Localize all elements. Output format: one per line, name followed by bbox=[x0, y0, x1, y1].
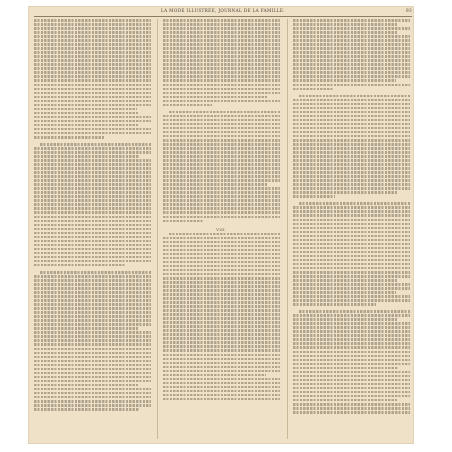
text-line bbox=[34, 287, 151, 290]
text-line bbox=[34, 331, 151, 334]
text-line bbox=[163, 55, 280, 58]
text-line bbox=[163, 237, 280, 240]
text-line bbox=[163, 187, 280, 190]
text-line bbox=[34, 323, 151, 326]
text-line bbox=[163, 123, 280, 126]
text-line bbox=[293, 59, 410, 62]
text-line bbox=[163, 374, 266, 377]
text-line bbox=[163, 67, 280, 70]
text-line bbox=[293, 123, 410, 126]
text-line bbox=[293, 79, 396, 82]
text-line bbox=[293, 214, 410, 217]
text-line bbox=[34, 372, 151, 375]
text-line bbox=[163, 35, 280, 38]
text-line bbox=[34, 207, 151, 210]
text-line bbox=[293, 371, 410, 374]
text-line bbox=[163, 313, 280, 316]
text-line bbox=[293, 219, 410, 222]
text-line bbox=[293, 67, 410, 70]
text-line bbox=[293, 351, 410, 354]
text-line bbox=[34, 299, 151, 302]
text-line bbox=[163, 321, 280, 324]
text-line bbox=[299, 310, 410, 313]
text-line bbox=[293, 210, 410, 213]
text-line bbox=[293, 43, 410, 46]
text-line bbox=[34, 244, 151, 247]
text-line bbox=[34, 364, 151, 367]
text-line bbox=[163, 115, 280, 118]
text-line bbox=[163, 293, 280, 296]
text-line bbox=[34, 132, 151, 135]
text-line bbox=[293, 223, 410, 226]
text-line bbox=[34, 55, 151, 58]
text-line bbox=[163, 47, 280, 50]
text-line bbox=[163, 241, 280, 244]
text-line bbox=[40, 143, 151, 146]
text-line bbox=[293, 111, 410, 114]
text-line bbox=[34, 92, 151, 95]
column-divider bbox=[287, 19, 288, 439]
text-line bbox=[163, 333, 280, 336]
text-line bbox=[163, 394, 280, 397]
text-line bbox=[163, 195, 280, 198]
text-line bbox=[163, 135, 280, 138]
text-line bbox=[34, 63, 151, 66]
text-line bbox=[293, 167, 410, 170]
text-line bbox=[293, 23, 397, 26]
text-line bbox=[34, 343, 151, 346]
text-line bbox=[163, 88, 280, 91]
text-line bbox=[293, 326, 410, 329]
text-line bbox=[163, 265, 280, 268]
text-line bbox=[163, 309, 280, 312]
text-line bbox=[34, 151, 151, 154]
text-line bbox=[34, 279, 151, 282]
text-line bbox=[293, 355, 410, 358]
text-line bbox=[163, 96, 267, 99]
text-line bbox=[293, 175, 410, 178]
text-column-1 bbox=[34, 19, 151, 439]
text-line bbox=[34, 240, 151, 243]
text-line bbox=[34, 191, 151, 194]
text-line bbox=[293, 187, 410, 190]
text-line bbox=[34, 171, 151, 174]
text-line bbox=[34, 211, 151, 214]
text-line bbox=[293, 115, 410, 118]
text-line bbox=[293, 291, 396, 294]
text-line bbox=[163, 147, 280, 150]
text-line bbox=[163, 163, 280, 166]
text-line bbox=[293, 55, 410, 58]
text-line bbox=[34, 199, 151, 202]
text-line bbox=[163, 127, 280, 130]
text-line bbox=[34, 275, 151, 278]
text-line bbox=[293, 263, 410, 266]
text-line bbox=[34, 283, 151, 286]
text-line bbox=[293, 206, 410, 209]
text-line bbox=[293, 239, 410, 242]
text-line bbox=[34, 75, 151, 78]
text-line bbox=[293, 163, 410, 166]
text-line bbox=[293, 346, 410, 349]
text-line bbox=[34, 120, 151, 123]
text-line bbox=[163, 281, 280, 284]
text-line bbox=[163, 119, 280, 122]
text-line bbox=[293, 255, 410, 258]
text-line bbox=[163, 199, 280, 202]
text-line bbox=[293, 247, 410, 250]
text-line bbox=[163, 151, 280, 154]
text-line bbox=[34, 356, 151, 359]
text-line bbox=[34, 360, 151, 363]
text-line bbox=[163, 329, 280, 332]
text-line bbox=[34, 307, 151, 310]
text-line bbox=[293, 330, 410, 333]
column-divider bbox=[157, 19, 158, 439]
text-line bbox=[34, 84, 151, 87]
text-line bbox=[163, 131, 280, 134]
text-line bbox=[34, 163, 151, 166]
text-line bbox=[163, 143, 280, 146]
text-column-2 bbox=[163, 19, 280, 439]
text-line bbox=[293, 314, 410, 317]
text-line bbox=[163, 358, 280, 361]
text-line bbox=[34, 252, 151, 255]
text-line bbox=[293, 334, 410, 337]
text-line bbox=[293, 243, 410, 246]
text-line bbox=[163, 183, 267, 186]
text-line bbox=[163, 27, 280, 30]
text-line bbox=[34, 368, 151, 371]
text-line bbox=[34, 339, 151, 342]
text-line bbox=[293, 155, 410, 158]
text-line bbox=[163, 386, 280, 389]
section-title: VIII. bbox=[216, 227, 227, 232]
text-line bbox=[293, 295, 410, 298]
text-line bbox=[163, 349, 280, 352]
text-line bbox=[34, 108, 137, 111]
text-line bbox=[163, 19, 280, 22]
text-line bbox=[293, 159, 410, 162]
text-line bbox=[163, 155, 280, 158]
text-line bbox=[293, 171, 410, 174]
text-line bbox=[293, 107, 410, 110]
text-line bbox=[293, 103, 410, 106]
text-line bbox=[293, 383, 410, 386]
text-line bbox=[163, 269, 280, 272]
text-line bbox=[34, 19, 151, 22]
text-line bbox=[163, 249, 280, 252]
text-line bbox=[34, 315, 151, 318]
text-line bbox=[34, 124, 138, 127]
text-line bbox=[34, 228, 151, 231]
text-line bbox=[163, 211, 280, 214]
text-line bbox=[34, 183, 151, 186]
text-line bbox=[163, 63, 280, 66]
text-line bbox=[293, 127, 410, 130]
text-line bbox=[163, 59, 280, 62]
text-line bbox=[293, 119, 410, 122]
text-line bbox=[293, 235, 410, 238]
text-line bbox=[163, 139, 280, 142]
text-line bbox=[34, 179, 151, 182]
text-line bbox=[163, 31, 280, 34]
text-line bbox=[293, 287, 410, 290]
text-line bbox=[34, 404, 151, 407]
text-line bbox=[34, 187, 151, 190]
text-line bbox=[293, 47, 410, 50]
text-line bbox=[293, 27, 410, 30]
text-line bbox=[163, 75, 280, 78]
text-line bbox=[293, 19, 410, 22]
text-line bbox=[293, 183, 410, 186]
text-line bbox=[299, 95, 410, 98]
text-line bbox=[34, 203, 151, 206]
text-line bbox=[293, 99, 410, 102]
text-line bbox=[34, 295, 151, 298]
text-line bbox=[34, 67, 151, 70]
text-line bbox=[163, 84, 280, 87]
text-line bbox=[34, 348, 151, 351]
text-line bbox=[293, 179, 410, 182]
text-line bbox=[163, 366, 280, 369]
text-line bbox=[163, 39, 280, 42]
text-line bbox=[293, 88, 334, 91]
text-line bbox=[163, 297, 280, 300]
text-line bbox=[34, 248, 151, 251]
text-line bbox=[34, 327, 138, 330]
text-line bbox=[293, 75, 410, 78]
text-line bbox=[34, 59, 151, 62]
text-line bbox=[163, 362, 280, 365]
text-line bbox=[293, 191, 397, 194]
text-line bbox=[34, 39, 151, 42]
text-line bbox=[293, 251, 410, 254]
text-line bbox=[34, 319, 151, 322]
text-line bbox=[34, 155, 139, 158]
text-line bbox=[293, 363, 410, 366]
text-line bbox=[163, 245, 280, 248]
text-line bbox=[163, 257, 280, 260]
text-line bbox=[34, 96, 151, 99]
text-line bbox=[163, 253, 280, 256]
text-line bbox=[163, 79, 280, 82]
text-line bbox=[293, 275, 410, 278]
text-line bbox=[293, 227, 410, 230]
journal-title: LA MODE ILLUSTRÉE, JOURNAL DE LA FAMILLE. bbox=[161, 8, 285, 13]
text-line bbox=[293, 303, 376, 306]
text-line bbox=[34, 376, 151, 379]
text-line bbox=[163, 305, 280, 308]
text-line bbox=[163, 378, 280, 381]
text-line bbox=[163, 92, 280, 95]
text-line bbox=[293, 271, 410, 274]
text-line bbox=[293, 299, 410, 302]
text-line bbox=[293, 387, 410, 390]
text-line bbox=[293, 135, 410, 138]
text-line bbox=[293, 367, 398, 370]
text-line bbox=[293, 359, 410, 362]
text-line bbox=[293, 395, 410, 398]
text-line bbox=[34, 352, 151, 355]
text-line bbox=[293, 195, 335, 198]
text-line bbox=[293, 143, 410, 146]
text-line bbox=[163, 179, 280, 182]
text-line bbox=[293, 279, 397, 282]
text-line bbox=[34, 27, 151, 30]
text-line bbox=[163, 301, 280, 304]
text-column-3 bbox=[293, 19, 410, 439]
text-line bbox=[293, 71, 410, 74]
text-line bbox=[163, 289, 280, 292]
text-line bbox=[163, 370, 280, 373]
text-line bbox=[34, 116, 151, 119]
text-line bbox=[163, 341, 280, 344]
text-line bbox=[34, 175, 151, 178]
text-line bbox=[34, 159, 151, 162]
text-line bbox=[34, 264, 125, 267]
text-line bbox=[293, 318, 397, 321]
text-line bbox=[34, 43, 151, 46]
text-line bbox=[293, 322, 410, 325]
text-line bbox=[293, 63, 410, 66]
text-line bbox=[163, 273, 280, 276]
text-line bbox=[34, 128, 151, 131]
text-line bbox=[163, 285, 280, 288]
text-line bbox=[293, 39, 410, 42]
text-line bbox=[299, 202, 410, 205]
text-line bbox=[293, 84, 410, 87]
text-line bbox=[163, 220, 204, 223]
text-line bbox=[163, 325, 280, 328]
text-line bbox=[163, 337, 280, 340]
text-line bbox=[293, 338, 410, 341]
text-line bbox=[34, 388, 151, 391]
text-line bbox=[163, 104, 212, 107]
text-line bbox=[34, 104, 151, 107]
text-line bbox=[34, 400, 151, 403]
text-line bbox=[34, 51, 151, 54]
text-line bbox=[163, 203, 280, 206]
text-line bbox=[34, 311, 151, 314]
text-line bbox=[293, 131, 410, 134]
text-line bbox=[34, 303, 151, 306]
text-line bbox=[293, 283, 410, 286]
header-rule bbox=[34, 16, 412, 17]
text-line bbox=[163, 23, 280, 26]
text-line bbox=[293, 411, 410, 414]
text-line bbox=[293, 51, 410, 54]
text-line bbox=[293, 259, 410, 262]
text-line bbox=[293, 399, 397, 402]
text-line bbox=[293, 231, 410, 234]
text-line bbox=[34, 256, 151, 259]
text-line bbox=[34, 136, 104, 139]
text-line bbox=[34, 236, 151, 239]
text-line bbox=[34, 335, 151, 338]
text-line bbox=[293, 151, 410, 154]
text-line bbox=[34, 195, 151, 198]
text-line bbox=[293, 31, 397, 34]
text-line bbox=[34, 224, 151, 227]
text-line bbox=[163, 43, 280, 46]
text-line bbox=[293, 267, 410, 270]
text-line bbox=[34, 100, 151, 103]
text-line bbox=[163, 71, 280, 74]
text-line bbox=[163, 100, 280, 103]
text-line bbox=[40, 271, 151, 274]
text-line bbox=[163, 175, 280, 178]
text-line bbox=[293, 379, 410, 382]
text-line bbox=[34, 380, 151, 383]
text-line bbox=[34, 112, 138, 115]
text-line bbox=[163, 216, 280, 219]
text-line bbox=[34, 88, 151, 91]
text-line bbox=[163, 345, 280, 348]
text-line bbox=[34, 216, 151, 219]
text-line bbox=[169, 233, 280, 236]
text-line bbox=[293, 342, 410, 345]
text-line bbox=[34, 47, 151, 50]
text-line bbox=[163, 317, 280, 320]
text-line bbox=[34, 220, 151, 223]
text-line bbox=[293, 407, 410, 410]
text-line bbox=[163, 277, 280, 280]
text-line bbox=[34, 408, 139, 411]
text-line bbox=[34, 167, 151, 170]
text-line bbox=[163, 191, 280, 194]
text-line bbox=[163, 390, 280, 393]
text-line bbox=[163, 167, 280, 170]
text-line bbox=[34, 392, 151, 395]
text-line bbox=[34, 79, 151, 82]
text-line bbox=[293, 375, 410, 378]
text-line bbox=[163, 261, 280, 264]
text-line bbox=[163, 382, 280, 385]
text-line bbox=[163, 51, 280, 54]
text-line bbox=[34, 396, 151, 399]
text-line bbox=[34, 291, 151, 294]
text-line bbox=[163, 159, 280, 162]
text-line bbox=[34, 147, 151, 150]
page-number: 93 bbox=[405, 8, 412, 13]
text-line bbox=[293, 403, 410, 406]
text-line bbox=[293, 35, 410, 38]
text-line bbox=[34, 23, 151, 26]
text-line bbox=[293, 139, 410, 142]
text-line bbox=[293, 147, 410, 150]
text-line bbox=[34, 260, 151, 263]
text-line bbox=[293, 391, 410, 394]
text-line bbox=[34, 31, 151, 34]
text-line bbox=[163, 207, 280, 210]
text-line bbox=[34, 35, 151, 38]
text-line bbox=[163, 354, 280, 357]
text-line bbox=[34, 71, 151, 74]
text-line bbox=[163, 171, 280, 174]
page-header bbox=[34, 8, 412, 16]
text-line bbox=[34, 232, 151, 235]
text-line bbox=[34, 384, 138, 387]
text-line bbox=[169, 111, 280, 114]
text-line bbox=[163, 398, 280, 401]
